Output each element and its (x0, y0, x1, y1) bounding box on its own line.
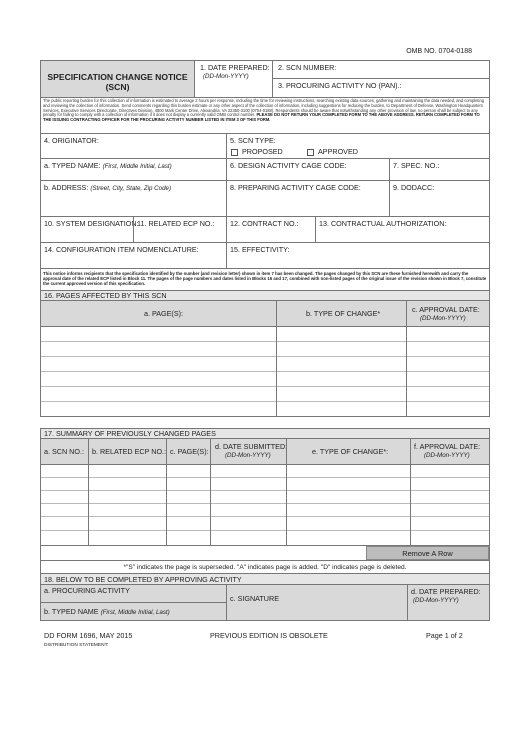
s16-col-approval: c. APPROVAL DATE: (412, 305, 480, 314)
s17-col-divider (166, 438, 167, 546)
ci-nomenclature-label: 14. CONFIGURATION ITEM NOMENCLATURE: (44, 245, 199, 254)
system-designation-field[interactable] (40, 216, 139, 243)
s16-approval-hint: (DD-Mon-YYYY) (420, 315, 466, 322)
contract-no-field[interactable] (226, 216, 316, 243)
s16-row-line (41, 386, 489, 387)
s17-row-line (41, 503, 489, 504)
s17-row-line (41, 490, 489, 491)
burden-statement (40, 97, 490, 134)
date-prepared-label: 1. DATE PREPARED: (200, 63, 270, 72)
s17-row-line (41, 530, 489, 531)
approved-option[interactable] (307, 148, 358, 156)
effectivity-label: 15. EFFECTIVITY: (230, 245, 290, 254)
design-cage-field[interactable] (226, 158, 390, 181)
signature-field[interactable] (226, 584, 408, 621)
typed-name-hint: (First, Middle Initial, Last) (102, 163, 172, 170)
approver-date-field[interactable] (407, 584, 490, 621)
preparing-cage-label: 8. PREPARING ACTIVITY CAGE CODE: (230, 183, 361, 192)
approver-typed-name-hint: (First, Middle Initial, Last) (100, 609, 170, 616)
related-ecp-label: 11. RELATED ECP NO.: (137, 219, 215, 228)
scn-type-label: 5. SCN TYPE: (230, 136, 276, 145)
related-ecp-field[interactable] (133, 216, 227, 243)
section17-title: 17. SUMMARY OF PREVIOUSLY CHANGED PAGES (44, 429, 216, 438)
spec-no-label: 7. SPEC. NO.: (393, 161, 440, 170)
s17-col-approval: f. APPROVAL DATE: (414, 442, 481, 451)
s17-col-divider (286, 438, 287, 546)
dodacc-label: 9. DODACC: (393, 183, 435, 192)
date-prepared-field[interactable] (194, 60, 273, 98)
burden-text: The public reporting burden for this collection of information is estimated to average 2 hours per response, including the time for reviewing instructions, searching existing data sources, gathering and maintaining the data needed, and completing and reviewing the collection of information. Send comments regarding this burden estimate or any other aspect of the collection of information, including suggestions for reducing the burden, to Department of Defense, Washington Headquarters Services, Executive Services Directorate, Directives Division, 4800 Mark Center Drive, Alexandria, VA 22350-3100 (0704-0188). Respondents should be aware that notwithstanding any other provision of law, no person shall be subject to any penalty for failing to comply with a collection of information if it does not display a currently valid OMB control number. PLEASE DO NOT RETURN YOUR COMPLETED FORM TO THE ABOVE ADDRESS. RETURN COMPLETED FORM TO THE ISSUING CONTRACTING OFFICER FOR THE PROCURING ACTIVITY NUMBER LISTED IN ITEM 3 OF THIS FORM. (43, 98, 485, 123)
distribution-statement: DISTRIBUTION STATEMENT: (44, 643, 109, 648)
approved-checkbox[interactable] (307, 149, 314, 156)
proposed-checkbox[interactable] (231, 149, 238, 156)
contract-no-label: 12. CONTRACT NO.: (230, 219, 299, 228)
address-label: b. ADDRESS: (44, 183, 89, 192)
typed-name-label: a. TYPED NAME: (44, 161, 101, 170)
s17-col-type: e. TYPE OF CHANGE*: (312, 447, 389, 456)
change-type-legend-box (40, 560, 490, 574)
page-number: Page 1 of 2 (426, 631, 463, 640)
design-cage-label: 6. DESIGN ACTIVITY CAGE CODE: (230, 161, 347, 170)
s17-col-scn: a. SCN NO.: (44, 447, 84, 456)
form-number: DD FORM 1696, MAY 2015 (44, 631, 133, 640)
s16-col-divider (276, 300, 277, 417)
s17-row-line (41, 516, 489, 517)
effectivity-field[interactable] (226, 242, 490, 269)
section18-title: 18. BELOW TO BE COMPLETED BY APPROVING ACTIVITY (44, 575, 242, 584)
signature-label: c. SIGNATURE (230, 594, 279, 603)
contractual-authorization-field[interactable] (315, 216, 490, 243)
form-title-box (40, 60, 195, 98)
ci-nomenclature-field[interactable] (40, 242, 227, 269)
previous-edition-note: PREVIOUS EDITION IS OBSOLETE (210, 631, 328, 640)
s17-row-line (41, 477, 489, 478)
s16-col-type: b. TYPE OF CHANGE* (306, 309, 381, 318)
s17-submitted-hint: (DD-Mon-YYYY) (225, 452, 271, 459)
s17-col-divider (88, 438, 89, 546)
dodacc-field[interactable] (389, 180, 490, 217)
s17-approval-hint: (DD-Mon-YYYY) (424, 452, 470, 459)
s16-row-line (41, 371, 489, 372)
s16-col-pages: a. PAGE(S): (144, 309, 184, 318)
s16-row-line (41, 341, 489, 342)
s16-row-line (41, 401, 489, 402)
address-hint: (Street, City, State, Zip Code) (90, 185, 172, 192)
approver-date-hint: (DD-Mon-YYYY) (413, 597, 459, 605)
remove-row-button[interactable]: Remove A Row (366, 546, 489, 560)
approver-typed-name-label: b. TYPED NAME (44, 607, 99, 616)
approved-label: APPROVED (318, 147, 358, 156)
approver-date-label: d. DATE PREPARED: (411, 587, 481, 596)
address-field[interactable] (40, 180, 227, 217)
s17-col-divider (210, 438, 211, 546)
s16-col-divider (406, 300, 407, 417)
s16-row-line (41, 356, 489, 357)
approver-typed-name-field[interactable] (40, 602, 227, 621)
s17-col-submitted: d. DATE SUBMITTED: (215, 442, 288, 451)
scn-number-field[interactable] (272, 60, 490, 79)
date-prepared-hint: (DD-Mon-YYYY) (203, 73, 249, 81)
pan-label: 3. PROCURING ACTIVITY NO (PAN).: (278, 81, 402, 90)
system-designation-label: 10. SYSTEM DESIGNATION: (44, 219, 139, 228)
form-title: SPECIFICATION CHANGE NOTICE (47, 72, 188, 82)
notice-statement (40, 268, 490, 291)
s17-col-divider (410, 438, 411, 546)
typed-name-field[interactable] (40, 158, 227, 181)
preparing-cage-field[interactable] (226, 180, 390, 217)
contractual-authorization-label: 13. CONTRACTUAL AUTHORIZATION: (319, 219, 447, 228)
scn-number-label: 2. SCN NUMBER: (278, 63, 337, 72)
procuring-activity-label: a. PROCURING ACTIVITY (44, 586, 130, 595)
spec-no-field[interactable] (389, 158, 490, 181)
proposed-option[interactable] (231, 148, 283, 156)
notice-text: This notice informs recipients that the specification identified by the number (and revision letter) shown in item 7 has been changed. The pages changed by this SCN are these furnished herewith and carry the approval date of the related ECP listed in Block 11. The pages of the page numbers and dates listed in Blocks 16 and 17, combined with non-listed pages of the original issue of the revision shown in Block 7, constitute the current approved version of this specification. (43, 271, 487, 287)
change-type-legend: *"S" indicates the page is superseded. "A" indicates page is added. "D" indicates page is deleted. (123, 564, 407, 571)
pan-field[interactable] (272, 78, 490, 98)
s17-col-ecp: b. RELATED ECP NO.: (92, 447, 167, 456)
proposed-label: PROPOSED (242, 147, 283, 156)
s17-col-pages: c. PAGE(S): (170, 447, 209, 456)
procuring-activity-field[interactable] (40, 584, 227, 603)
form-subtitle: (SCN) (105, 82, 130, 92)
originator-field[interactable] (40, 133, 227, 159)
originator-label: 4. ORIGINATOR: (44, 136, 99, 145)
omb-number: OMB NO. 0704-0188 (406, 48, 472, 55)
scn-type-field (226, 133, 490, 159)
section16-title: 16. PAGES AFFECTED BY THIS SCN (44, 291, 167, 300)
